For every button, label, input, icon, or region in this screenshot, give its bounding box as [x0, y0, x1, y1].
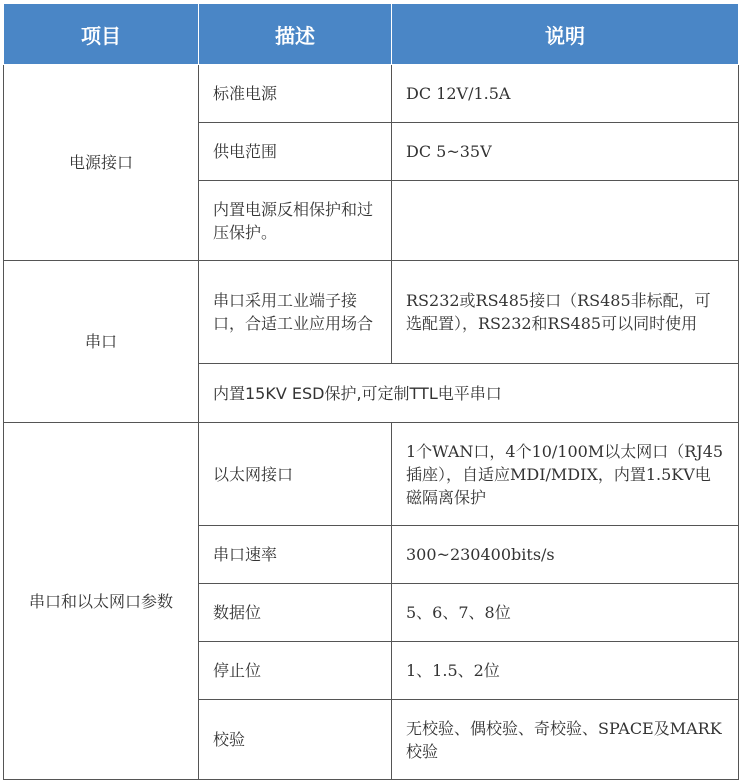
- table-row: [4, 65, 739, 123]
- header-note: 说明: [392, 4, 739, 65]
- row-desc: 供电范围: [199, 123, 392, 181]
- table-row: [4, 423, 739, 526]
- header-row: [4, 4, 739, 65]
- group-power-label: 电源接口: [4, 65, 199, 261]
- row-desc: 以太网接口: [199, 423, 392, 526]
- row-note: 5、6、7、8位: [392, 584, 739, 642]
- row-desc: 停止位: [199, 642, 392, 700]
- group-serial-label: 串口: [4, 261, 199, 423]
- row-desc: 数据位: [199, 584, 392, 642]
- row-desc: 标准电源: [199, 65, 392, 123]
- row-desc: 校验: [199, 700, 392, 780]
- row-note: 300~230400bits/s: [392, 526, 739, 584]
- row-note: 1、1.5、2位: [392, 642, 739, 700]
- row-note: 无校验、偶校验、奇校验、SPACE及MARK校验: [392, 700, 739, 780]
- row-note: DC 12V/1.5A: [392, 65, 739, 123]
- header-desc: 描述: [199, 4, 392, 65]
- row-note: 1个WAN口，4个10/100M以太网口（RJ45插座），自适应MDI/MDIX，内置1.5KV电磁隔离保护: [392, 423, 739, 526]
- row-note: [392, 181, 739, 261]
- row-note: RS232或RS485接口（RS485非标配，可选配置），RS232和RS485可以同时使用: [392, 261, 739, 364]
- row-desc: 串口采用工业端子接口，合适工业应用场合: [199, 261, 392, 364]
- spec-table: [3, 3, 739, 780]
- serial-merged-note: 内置15KV ESD保护,可定制TTL电平串口: [199, 364, 739, 423]
- row-note: DC 5~35V: [392, 123, 739, 181]
- header-item: 项目: [4, 4, 199, 65]
- group-params-label: 串口和以太网口参数: [4, 423, 199, 780]
- row-desc: 串口速率: [199, 526, 392, 584]
- row-desc: 内置电源反相保护和过压保护。: [199, 181, 392, 261]
- table-row: [4, 261, 739, 364]
